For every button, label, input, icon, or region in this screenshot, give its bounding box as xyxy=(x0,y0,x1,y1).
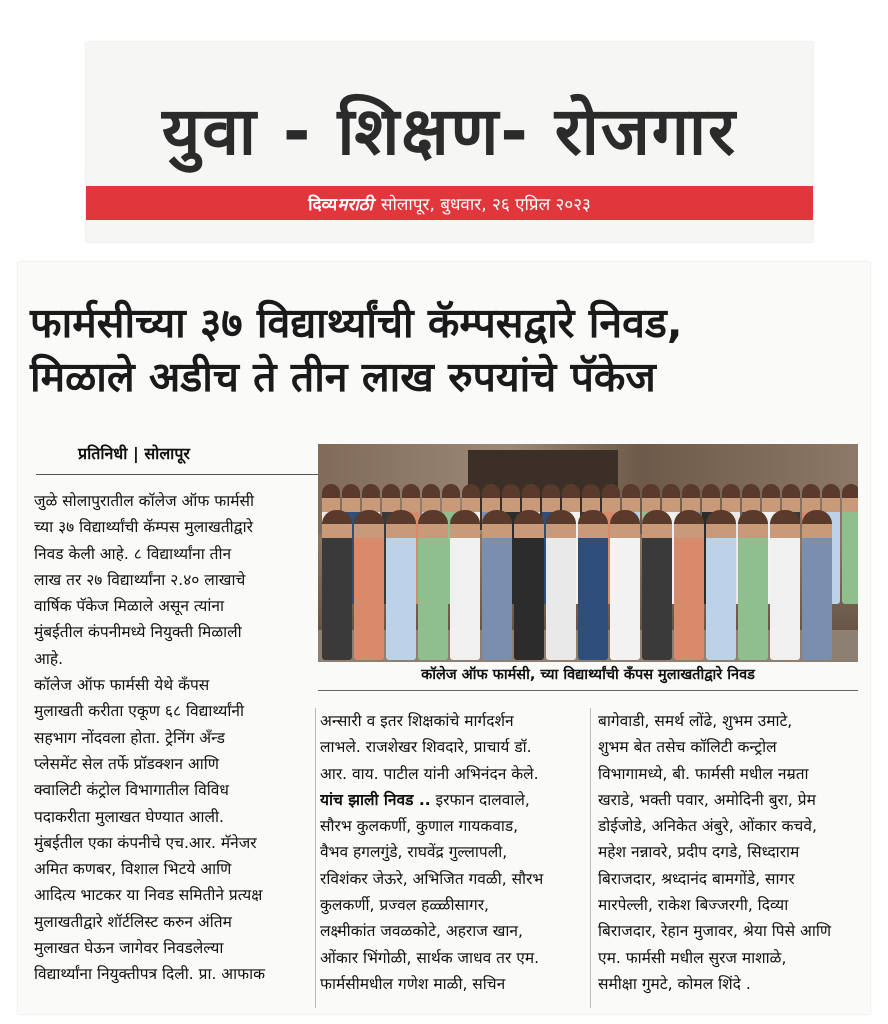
text-line: लक्ष्मीकांत जवळकोटे, अहराज खान, xyxy=(320,922,523,941)
paragraph-details xyxy=(34,672,314,988)
text-line: आर. वाय. पाटील यांनी अभिनंदन केले. xyxy=(320,764,539,783)
paragraph-selected-list-cont xyxy=(598,708,860,997)
text-line: मुलाखतीद्वारे शॉर्टलिस्ट करुन अंतिम xyxy=(34,912,232,931)
text-line: ओंकार भिंगोळी, सार्थक जाधव तर एम. xyxy=(320,948,540,967)
headline xyxy=(30,296,860,404)
paragraph-selected-heading xyxy=(320,787,584,813)
person-silhouette xyxy=(482,510,512,660)
text-line: अन्सारी व इतर शिक्षकांचे मार्गदर्शन xyxy=(320,712,514,730)
text-line: वार्षिक पॅकेज मिळाले असून त्यांना xyxy=(34,597,225,616)
text-line: रविशंकर जेऊरे, अभिजित गवळी, सौरभ xyxy=(320,869,544,888)
person-silhouette xyxy=(514,510,544,660)
text-line: शुभम बेत तसेच कॉलिटी कन्ट्रोल xyxy=(598,738,777,757)
person-silhouette xyxy=(450,510,480,660)
text-line: मुलाखती करीता एकूण ६८ विद्यार्थ्यांनी xyxy=(34,702,244,721)
brand-part-2: मराठी xyxy=(337,194,374,215)
person-silhouette xyxy=(322,510,352,660)
text-line: खराडे, भक्ती पवार, अमोदिनी बुरा, प्रेम xyxy=(598,790,816,809)
dateline-band xyxy=(86,186,813,220)
column-divider xyxy=(590,708,591,1008)
text-line: एम. फार्मसी मधील सुरज माशाळे, xyxy=(598,948,787,967)
text-line: लाख तर २७ विद्यार्थ्यांना २.४० लाखाचे xyxy=(34,570,246,589)
section-masthead xyxy=(86,42,813,242)
paragraph-intro xyxy=(34,488,314,672)
text-line: समीक्षा गुमटे, कोमल शिंदे . xyxy=(598,974,751,993)
person-silhouette xyxy=(642,510,672,660)
byline-divider xyxy=(36,474,318,475)
headline-line-1: फार्मसीच्या ३७ विद्यार्थ्यांची कॅम्पसद्वारे निवड, xyxy=(30,299,683,347)
person-silhouette xyxy=(546,510,576,660)
headline-line-2: मिळाले अडीच ते तीन लाख रुपयांचे पॅकेज xyxy=(30,353,656,401)
paragraph-guidance xyxy=(320,708,584,787)
group-photo xyxy=(318,444,858,662)
text-line: विद्यार्थ्यांना नियुक्तीपत्र दिली. प्रा. आफाक xyxy=(34,965,266,984)
text-line: आहे. xyxy=(34,649,63,668)
text-line: लाभले. राजशेखर शिवदारे, प्राचार्य डॉ. xyxy=(320,738,532,757)
text-line: बिराजदार, श्रध्दानंद बामगोंडे, सागर xyxy=(598,869,795,888)
newspaper-brand xyxy=(308,192,373,215)
news-article xyxy=(18,262,870,1014)
photo-caption: कॉलेज ऑफ फार्मसी, च्या विद्यार्थ्यांची कँपस मुलाखतीद्वारे निवड xyxy=(421,667,755,683)
text-line: बिराजदार, रेहान मुजावर, श्रेया पिसे आणि xyxy=(598,922,832,941)
text-line: प्लेसमेंट सेल तर्फे प्रॉडक्शन आणि xyxy=(34,754,219,773)
selected-subhead: यांच झाली निवड .. xyxy=(320,790,431,809)
person-silhouette xyxy=(738,510,768,660)
text-line: विभागामध्ये, बी. फार्मसी मधील नम्रता xyxy=(598,764,809,783)
text-line: कॉलेज ऑफ फार्मसी येथे कँपस xyxy=(34,676,210,695)
text-line: सौरभ कुलकर्णी, कुणाल गायकवाड, xyxy=(320,817,519,836)
text-line: जुळे सोलापुरातील कॉलेज ऑफ फार्मसी xyxy=(34,492,254,510)
person-silhouette xyxy=(418,510,448,660)
person-silhouette xyxy=(578,510,608,660)
caption-divider xyxy=(318,690,858,691)
person-silhouette xyxy=(706,510,736,660)
text-line: महेश नन्नावरे, प्रदीप दगडे, सिध्दाराम xyxy=(598,843,800,862)
text-line: क्वालिटी कंट्रोल विभागातील विविध xyxy=(34,781,229,800)
text-line: मुलाखत घेऊन जागेवर निवडलेल्या xyxy=(34,939,224,958)
text-line: डोईजोडे, अनिकेत अंबुरे, ओंकार कचवे, xyxy=(598,817,817,836)
person-silhouette xyxy=(674,510,704,660)
article-column-1 xyxy=(34,488,314,988)
section-title: युवा - शिक्षण- रोजगार xyxy=(161,93,738,170)
text-line: च्या ३७ विद्यार्थ्यांची कॅम्पस मुलाखतीद्वारे xyxy=(34,518,253,537)
text-line: पदाकरीता मुलाखत घेण्यात आली. xyxy=(34,807,224,826)
text-line: सहभाग नोंदवला होता. ट्रेनिंग अँन्ड xyxy=(34,728,225,747)
article-column-2 xyxy=(320,708,584,997)
text-line: अमित कणबर, विशाल भिटये आणि xyxy=(34,860,232,879)
person-silhouette xyxy=(610,510,640,660)
text-line: वैभव हगलगुंडे, राघवेंद्र गुल्लापली, xyxy=(320,843,508,862)
text-line: कुलकर्णी, प्रज्वल हळ्ळीसागर, xyxy=(320,896,489,915)
dateline: सोलापूर, बुधवार, २६ एप्रिल २०२३ xyxy=(381,194,591,215)
text-line: आदित्य भाटकर या निवड समितीने प्रत्यक्ष xyxy=(34,886,263,905)
text-line: मारपेल्ली, राकेश बिज्जरगी, दिव्या xyxy=(598,896,789,915)
person-silhouette xyxy=(770,510,800,660)
byline: प्रतिनिधी | सोलापूर xyxy=(78,444,190,463)
column-divider xyxy=(315,708,316,1008)
text-line: फार्मसीमधील गणेश माळी, सचिन xyxy=(320,974,506,993)
person-silhouette xyxy=(802,510,832,660)
brand-part-1: दिव्य xyxy=(308,194,338,215)
text-line: मुंबईतील कंपनीमध्ये नियुक्ती मिळाली xyxy=(34,623,242,642)
text-line: बागेवाडी, समर्थ लोंढे, शुभम उमाटे, xyxy=(598,712,793,730)
photo-front-row xyxy=(322,510,832,660)
person-silhouette xyxy=(386,510,416,660)
person-silhouette xyxy=(354,510,384,660)
paragraph-selected-list xyxy=(320,813,584,997)
article-column-3 xyxy=(598,708,860,997)
text-line: मुंबईतील एका कंपनीचे एच.आर. मॅनेजर xyxy=(34,833,257,852)
person-silhouette xyxy=(842,484,858,604)
text-line: निवड केली आहे. ८ विद्यार्थ्यांना तीन xyxy=(34,544,232,563)
selected-first-name: इरफान दालवाले, xyxy=(430,790,530,809)
